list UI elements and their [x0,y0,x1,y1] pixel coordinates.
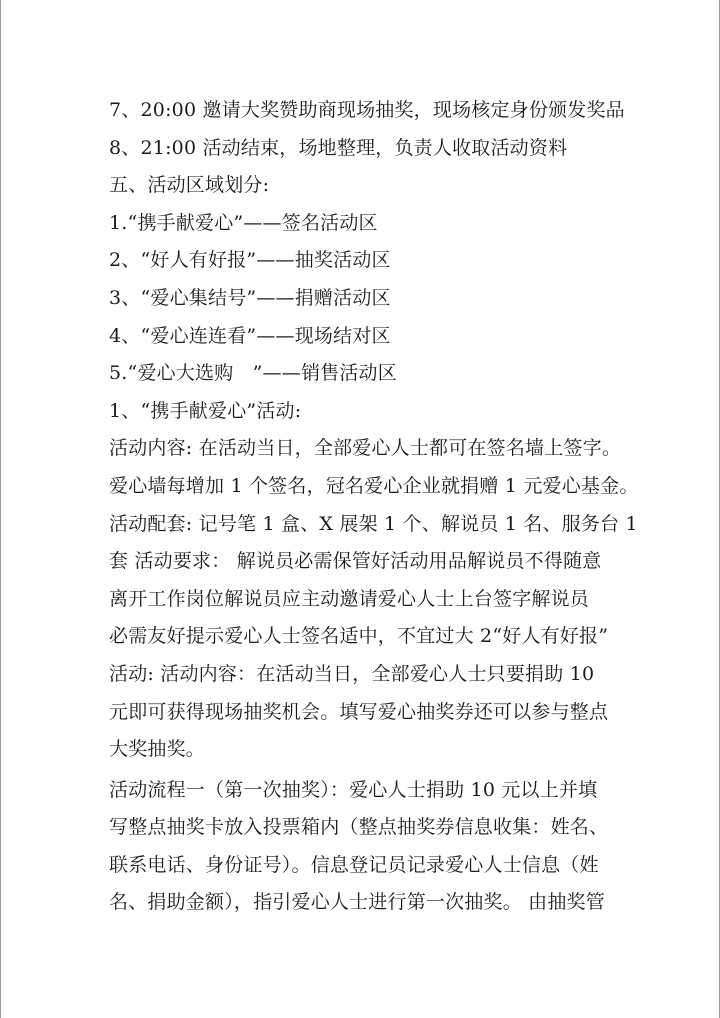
paragraph-line: 活动流程一（第一次抽奖）：爱心人士捐助 10 元以上并填 [109,778,598,801]
list-item: 1.“携手献爱心”——签名活动区 [109,211,378,234]
paragraph-line: 联系电话、身份证号）。信息登记员记录爱心人士信息（姓 [109,853,599,876]
subsection-heading: 1、“携手献爱心”活动: [109,399,302,422]
list-item: 4、“爱心连连看”——现场结对区 [109,324,391,347]
paragraph-line: 活动: 活动内容：在活动当日，全部爱心人士只要捐助 10 [109,662,595,685]
text-line: 8、21:00 活动结束，场地整理，负责人收取活动资料 [109,136,568,159]
list-item: 5.“爱心大选购 ”——销售活动区 [109,362,397,385]
section-heading: 五、活动区域划分: [109,174,270,197]
paragraph-line: 大奖抽奖。 [109,738,206,761]
paragraph-line: 名、捐助金额），指引爱心人士进行第一次抽奖。 由抽奖管 [109,891,605,914]
paragraph-line: 套 活动要求： 解说员必需保管好活动用品解说员不得随意 [109,550,602,573]
paragraph-line: 爱心墙每增加 1 个签名，冠名爱心企业就捐赠 1 元爱心基金。 [109,474,639,497]
text-line: 7、20:00 邀请大奖赞助商现场抽奖，现场核定身份颁发奖品 [109,99,625,121]
document-body [109,92,639,922]
paragraph-line: 离开工作岗位解说员应主动邀请爱心人士上台签字解说员 [109,587,590,610]
paragraph-line: 活动内容: 在活动当日，全部爱心人士都可在签名墙上签字。 [109,437,622,460]
paragraph-line: 元即可获得现场抽奖机会。填写爱心抽奖券还可以参与整点 [109,700,609,723]
paragraph-line: 写整点抽奖卡放入投票箱内（整点抽奖券信息收集：姓名、 [109,816,609,839]
list-item: 2、“好人有好报”——抽奖活动区 [109,249,391,272]
list-item: 3、“爱心集结号”——捐赠活动区 [109,286,391,309]
paragraph-line: 活动配套: 记号笔 1 盒、X 展架 1 个、解说员 1 名、服务台 1 [109,512,638,535]
paragraph-line: 必需友好提示爱心人士签名适中，不宜过大 2“好人有好报” [109,625,609,648]
